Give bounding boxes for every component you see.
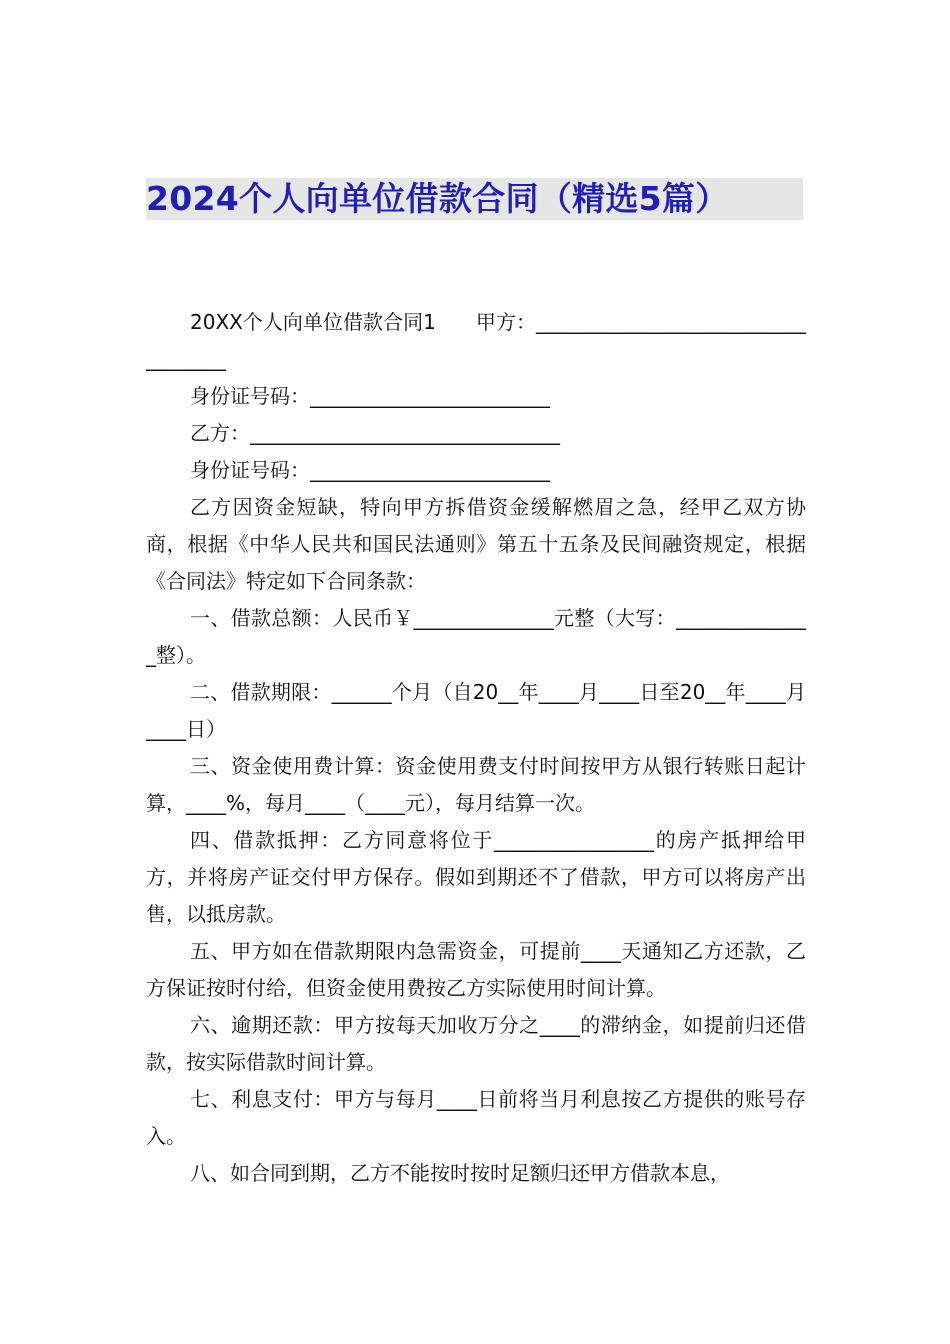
- clause-1-amount: 一、借款总额：人民币￥______________元整（大写：______________整）。: [146, 606, 806, 667]
- paragraph-party-a: 20XX个人向单位借款合同1 甲方：___________________________________: [146, 310, 806, 371]
- paragraph-party-b-id: 身份证号码：________________________: [190, 458, 550, 482]
- clause-5-early-repayment: 五、甲方如在借款期限内急需资金，可提前____天通知乙方还款，乙方保证按时付给，但资金使用费按乙方实际使用时间计算。: [146, 939, 806, 1000]
- clause-3-fee: 三、资金使用费计算：资金使用费支付时间按甲方从银行转账日起计算，____%，每月____（____元），每月结算一次。: [146, 754, 806, 815]
- clause-8-default: 八、如合同到期，乙方不能按时按时足额归还甲方借款本息，: [190, 1161, 730, 1185]
- paragraph-party-b: 乙方：_______________________________: [190, 421, 560, 445]
- paragraph-preamble: 乙方因资金短缺，特向甲方拆借资金缓解燃眉之急，经甲乙双方协商，根据《中华人民共和国民法通则》第五十五条及民间融资规定，根据《合同法》特定如下合同条款：: [146, 495, 806, 593]
- document-body: [146, 304, 806, 1192]
- clause-6-overdue: 六、逾期还款：甲方按每天加收万分之____的滞纳金，如提前归还借款，按实际借款时间计算。: [146, 1013, 806, 1074]
- clause-4-mortgage: 四、借款抵押：乙方同意将位于________________的房产抵押给甲方，并将房产证交付甲方保存。假如到期还不了借款，甲方可以将房产出售，以抵房款。: [146, 828, 806, 926]
- document-title: 2024个人向单位借款合同（精选5篇）: [146, 179, 729, 218]
- clause-7-interest: 七、利息支付：甲方与每月____日前将当月利息按乙方提供的账号存入。: [146, 1087, 806, 1148]
- paragraph-party-a-id: 身份证号码：________________________: [190, 384, 550, 408]
- clause-2-term: 二、借款期限：______个月（自20__年____月____日至20__年____月____日）: [146, 680, 806, 741]
